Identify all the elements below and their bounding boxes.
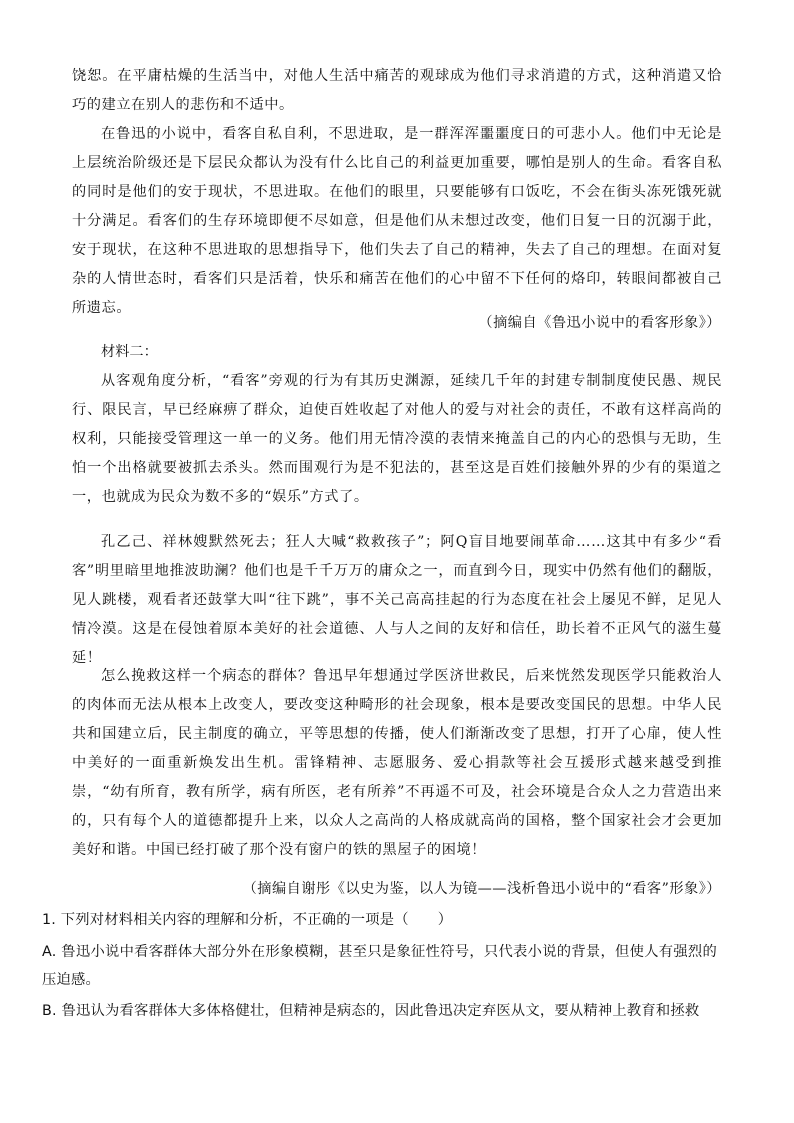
material1-paragraph-tail: 饶恕。在平庸枯燥的生活当中，对他人生活中痛苦的观球成为他们寻求消遣的方式，这种消遣又恰巧的建立在别人的悲伤和不适中。 xyxy=(72,68,722,113)
material2-label: 材料二： xyxy=(101,344,158,360)
material2-source: （摘编自谢彤《以史为鉴，以人为镜——浅析鲁迅小说中的“看客”形象》） xyxy=(242,881,721,897)
question-1-stem: 1. 下列对材料相关内容的理解和分析，不正确的一项是（ ） xyxy=(42,912,453,928)
material1-paragraph-2: 在鲁迅的小说中，看客自私自利，不思进取，是一群浑浑噩噩度日的可悲小人。他们中无论是上层统治阶级还是下层民众都认为没有什么比自己的利益更加重要，哪怕是别人的生命。看客自私的同时是他们的安于现状，不思进取。在他们的眼里，只要能够有口饭吃，不会在街头冻死饿死就十分满足。看客们的生存环境即便不尽如意，但是他们从未想过改变，他们日复一日的沉溺于此，安于现状，在这种不思进取的思想指导下，他们失去了自己的精神，失去了自己的理想。在面对复杂的人情世态时，看客们只是活着，快乐和痛苦在他们的心中留不下任何的烙印，转眼间都被自己所遗忘。 xyxy=(72,126,722,316)
material2-paragraph-2: 孔乙己、祥林嫂默然死去；狂人大喊“救救孩子”；阿Q盲目地要闹革命……这其中有多少“看客”明里暗里地推波助澜？他们也是千千万万的庸众之一，而直到今日，现实中仍然有他们的翻版，见人跳楼，观看者还鼓掌大叫“往下跳”，事不关己高高挂起的行为态度在社会上屡见不鲜，足见人情冷漠。这是在侵蚀着原本美好的社会道德、人与人之间的友好和信任，助长着不正风气的滋生蔓延！ xyxy=(72,534,722,666)
question-1-option-a: A. 鲁迅小说中看客群体大部分外在形象模糊，甚至只是象征性符号，只代表小说的背景，但使人有强烈的压迫感。 xyxy=(42,944,717,988)
material2-paragraph-3: 怎么挽救这样一个病态的群体？鲁迅早年想通过学医济世救民，后来恍然发现医学只能救治人的肉体而无法从根本上改变人，要改变这种畸形的社会现象，根本是要改变国民的思想。中华人民共和国建立后，民主制度的确立，平等思想的传播，使人们渐渐改变了思想，打开了心扉，使人性中美好的一面重新焕发出生机。雷锋精神、志愿服务、爱心捐款等社会互援形式越来越受到推崇，“幼有所育，教有所学，病有所医，老有所养”不再遥不可及，社会环境是合众人之力营造出来的，只有每个人的道德都提升上来，以众人之高尚的人格成就高尚的国格，整个国家社会才会更加美好和谐。中国已经打破了那个没有窗户的铁的黑屋子的困境！ xyxy=(72,668,722,858)
material2-paragraph-1: 从客观角度分析，“看客”旁观的行为有其历史渊源，延续几千年的封建专制制度使民愚、规民行、限民言，早已经麻痹了群众，迫使百姓收起了对他人的爱与对社会的责任，不敢有这样高尚的权利，只能接受管理这一单一的义务。他们用无情冷漠的表情来掩盖自己的内心的恐惧与无助，生怕一个出格就要被抓去杀头。然而围观行为是不犯法的，甚至这是百姓们接触外界的少有的渠道之一，也就成为民众为数不多的“娱乐”方式了。 xyxy=(72,373,722,505)
material1-source: （摘编自《鲁迅小说中的看客形象》） xyxy=(478,315,721,331)
question-1-option-b: B. 鲁迅认为看客群体大多体格健壮，但精神是病态的，因此鲁迅决定弃医从文，要从精神上教育和拯救 xyxy=(42,1003,700,1019)
